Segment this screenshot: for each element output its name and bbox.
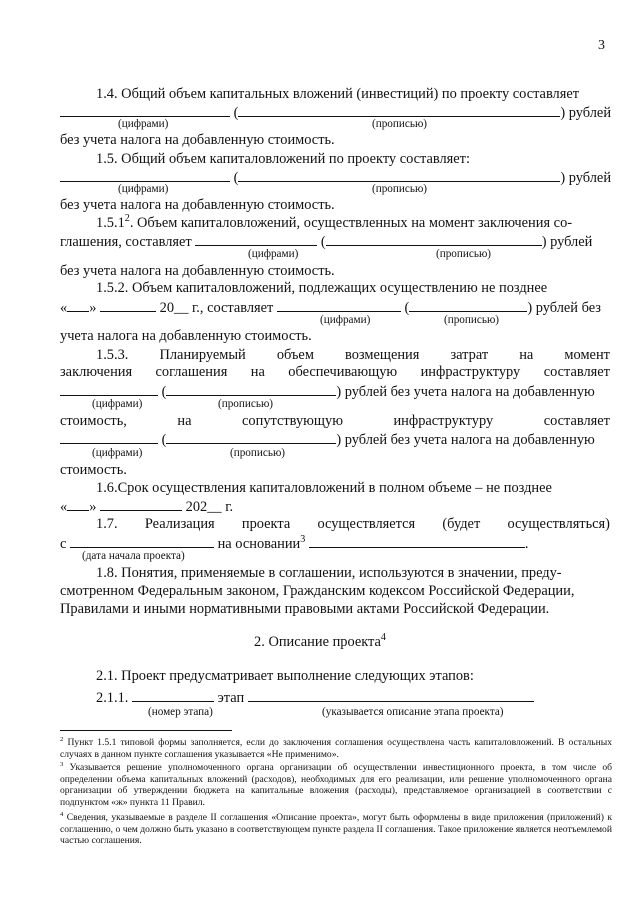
p16-day-blank[interactable] <box>67 497 89 511</box>
footnote-ref-3: 3 <box>300 534 306 546</box>
p17-basis-blank[interactable] <box>309 534 525 548</box>
p21-line1: 2.1. Проект предусматривает выполнение следующих этапов: <box>96 668 474 684</box>
p152-words-blank[interactable] <box>409 298 527 312</box>
p14-line1: 1.4. Общий объем капитальных вложений (инвестиций) по проекту составляет <box>96 86 580 102</box>
p151-words-blank[interactable] <box>326 232 542 246</box>
p153-line6: ( ) рублей без учета налога на добавленную <box>60 430 595 449</box>
p18-line1: 1.8. Понятия, применяемые в соглашении, используются в значении, преду- <box>96 565 562 581</box>
p153-words-blank-2[interactable] <box>166 430 336 444</box>
p15-digits-label: (цифрами) <box>118 183 169 195</box>
p15-line3: без учета налога на добавленную стоимость. <box>60 197 335 213</box>
p153-digits-blank-2[interactable] <box>60 430 158 444</box>
p153-line5: стоимость, на сопутствующую инфраструктуру составляет <box>60 413 610 429</box>
p153-line2: заключения соглашения на обеспечивающую инфраструктуру составляет <box>60 364 610 380</box>
section-2-heading: 2. Описание проекта$^4$ <box>254 632 386 650</box>
p18-line3: Правилами и иными нормативными правовыми актами Российской Федерации. <box>60 601 550 617</box>
p14-words-blank[interactable] <box>238 103 560 117</box>
p151-words-label: (прописью) <box>436 248 492 260</box>
p152-line4: учета налога на добавленную стоимость. <box>60 328 312 344</box>
p152-digits-blank[interactable] <box>277 298 401 312</box>
p153-line1: 1.5.3. Планируемый объем возмещения затрат на момент <box>96 347 610 363</box>
p151-line4: без учета налога на добавленную стоимость. <box>60 263 335 279</box>
p14-digits-blank[interactable] <box>60 103 230 117</box>
footnote-ref-2: 2 <box>124 213 130 225</box>
p16-line2: « » 202__ г. <box>60 499 234 515</box>
p17-line1: 1.7. Реализация проекта осуществляется (будет осуществляться) <box>96 516 610 532</box>
p15-line1: 1.5. Общий объем капиталовложений по проекту составляет: <box>96 151 470 167</box>
stage-number-blank[interactable] <box>132 688 214 702</box>
page-number: 3 <box>598 38 605 53</box>
p152-month-blank[interactable] <box>100 298 156 312</box>
p211-line: 2.1.1. этап <box>96 688 534 707</box>
p15-words-label: (прописью) <box>372 183 428 195</box>
p151-line1: 1.5.1$^2$. Объем капиталовложений, осуществленных на момент заключения со- <box>96 213 573 231</box>
footnote-separator <box>60 730 232 731</box>
stage-number-label: (номер этапа) <box>148 706 213 718</box>
p151-digits-blank[interactable] <box>195 232 317 246</box>
p18-line2: смотренном Федеральным законом, Гражданским кодексом Российской Федерации, <box>60 583 575 599</box>
p16-month-blank[interactable] <box>100 497 182 511</box>
p17-start-date-label: (дата начала проекта) <box>82 550 185 562</box>
p153-words-blank-1[interactable] <box>166 382 336 396</box>
p152-digits-label: (цифрами) <box>320 314 371 326</box>
p153-digits-blank-1[interactable] <box>60 382 158 396</box>
p153-words-label-1: (прописью) <box>218 398 274 410</box>
p152-line2: « » 20__ г., составляет ( ) рублей без <box>60 300 601 316</box>
stage-description-blank[interactable] <box>248 688 534 702</box>
footnote-4: $^4$ Сведения, указываемые в разделе II соглашения «Описание проекта», могут быть оформлены в виде приложения (приложений) к соглашению, о чем должно быть указано в соответствующем пункте раздела II соглашения. Такое приложение является неотъемлемой частью соглашения. <box>60 810 612 847</box>
p17-line2: с на основании$^3$ . <box>60 534 529 552</box>
p153-line3: ( ) рублей без учета налога на добавленную <box>60 382 595 401</box>
p153-line8: стоимость. <box>60 462 127 478</box>
p153-digits-label-2: (цифрами) <box>92 447 143 459</box>
p152-day-blank[interactable] <box>67 298 89 312</box>
p15-digits-blank[interactable] <box>60 168 230 182</box>
footnote-2: $^2$ Пункт 1.5.1 типовой формы заполняется, если до заключения соглашения осуществлена часть капиталовложений. В остальных случаях в данном пункте соглашения указывается «Не применимо». <box>60 735 612 760</box>
p14-digits-label: (цифрами) <box>118 118 169 130</box>
p16-line1: 1.6.Срок осуществления капиталовложений в полном объеме – не позднее <box>96 480 552 496</box>
p14-words-label: (прописью) <box>372 118 428 130</box>
p152-words-label: (прописью) <box>444 314 500 326</box>
p153-words-label-2: (прописью) <box>230 447 286 459</box>
p151-digits-label: (цифрами) <box>248 248 299 260</box>
p14-line2: ( ) рублей <box>60 103 611 122</box>
p17-start-date-blank[interactable] <box>70 534 214 548</box>
p15-words-blank[interactable] <box>238 168 560 182</box>
p15-line2: ( ) рублей <box>60 168 611 187</box>
p153-digits-label-1: (цифрами) <box>92 398 143 410</box>
p152-line1: 1.5.2. Объем капиталовложений, подлежащих осуществлению не позднее <box>96 280 548 296</box>
footnote-ref-4: 4 <box>380 632 386 644</box>
footnote-3: $^3$ Указывается решение уполномоченного органа организации об осуществлении инвестиционного проекта, в том числе об определении объема капитальных вложений (расходов), необходимых для его реализации, или решение уполномоченного органа организации об утверждении бюджета на капитальные вложения (расходы), представляемое организацией в соответствии с подпунктом «ж» пункта 11 Правил. <box>60 760 612 808</box>
p14-line3: без учета налога на добавленную стоимость. <box>60 132 335 148</box>
stage-description-label: (указывается описание этапа проекта) <box>322 706 504 718</box>
p151-line2: глашения, составляет ( ) рублей <box>60 234 593 250</box>
